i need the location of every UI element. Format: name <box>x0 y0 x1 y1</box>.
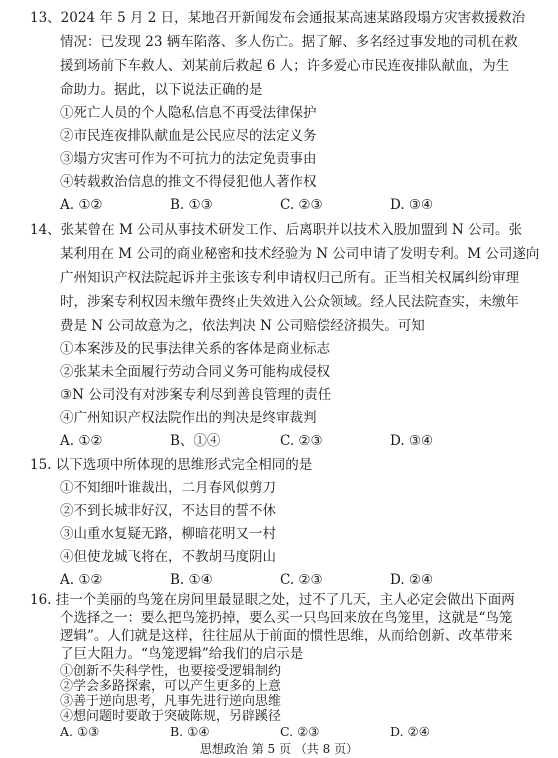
choice-a: A. ①② <box>60 433 103 449</box>
question-stem-line: 了巨大阻力。“鸟笼逻辑”给我们的启示是 <box>60 646 304 662</box>
statement-item: ③善于逆向思考，凡事先进行逆向思维 <box>60 694 282 709</box>
statement-item: ④广州知识产权法院作出的判决是终审裁判 <box>60 410 317 426</box>
choice-b: B. ①③ <box>170 197 213 213</box>
question-stem-line: 15. 以下选项中所体现的思维形式完全相同的是 <box>30 457 313 473</box>
question-stem-line: 援到场前下车救人、刘某前后救起 6 人；许多爱心市民连夜排队献血，为生 <box>60 58 510 74</box>
question-stem-line: 14、张某曾在 M 公司从事技术研发工作、后离职并以技术入股加盟到 N 公司。张 <box>30 222 522 238</box>
statement-item: ③N 公司没有对涉案专利尽到善良管理的责任 <box>60 387 332 403</box>
choice-d: D. ②④ <box>390 572 434 588</box>
statement-item: ①不知细叶谁裁出，二月春风似剪刀 <box>60 480 276 496</box>
page-footer: 思想政治 第 5 页 （共 8 页） <box>199 742 359 756</box>
statement-item: ④转载救治信息的推文不得侵犯他人著作权 <box>60 174 317 190</box>
question-stem-line: 命助力。据此，以下说法正确的是 <box>60 82 263 98</box>
statement-item: ③山重水复疑无路，柳暗花明又一村 <box>60 526 276 542</box>
statement-item: ④想问题时要敢于突破陈规，另辟蹊径 <box>60 709 282 724</box>
choice-c: C. ②③ <box>280 197 323 213</box>
choice-c: C. ②③ <box>280 433 323 449</box>
choice-b: B、①④ <box>170 433 221 449</box>
choice-b: B. ①④ <box>170 724 210 739</box>
question-stem-line: 情况：已发现 23 辆车陷落、多人伤亡。据了解、多名经过事发地的司机在救 <box>60 34 518 50</box>
choice-c: C. ②③ <box>280 724 320 739</box>
question-stem-line: 费是 N 公司故意为之，依法判决 N 公司赔偿经济损失。可知 <box>60 318 425 334</box>
choice-b: B. ①④ <box>170 572 213 588</box>
statement-item: ①本案涉及的民事法律关系的客体是商业标志 <box>60 341 330 357</box>
statement-item: ②学会多路探索，可以产生更多的上意 <box>60 679 282 694</box>
statement-item: ①创新不失科学性，也要接受逻辑制约 <box>60 664 282 679</box>
choice-d: D. ③④ <box>390 433 434 449</box>
question-stem-line: 某利用在 M 公司的商业秘密和技术经验为 N 公司申请了发明专利。M 公司遂向 <box>60 246 540 262</box>
choice-a: A. ①② <box>60 197 103 213</box>
choice-d: D. ②④ <box>390 724 430 739</box>
statement-item: ①死亡人员的个人隐私信息不再受法律保护 <box>60 105 317 121</box>
statement-item: ④但使龙城飞将在，不教胡马度阴山 <box>60 549 276 565</box>
question-stem-line: 广州知识产权法院起诉并主张该专利申请权归己所有。正当相关权属纠纷审理 <box>60 270 519 286</box>
statement-item: ②张某未全面履行劳动合同义务可能构成侵权 <box>60 364 330 380</box>
choice-a: A. ①② <box>60 572 103 588</box>
question-stem-line: 16. 挂一个美丽的鸟笼在房间里最显眼之处，过不了几天，主人必定会做出下面两 <box>30 592 515 608</box>
statement-item: ③塌方灾害可作为不可抗力的法定免责事由 <box>60 151 317 167</box>
statement-item: ②市民连夜排队献血是公民应尽的法定义务 <box>60 128 317 144</box>
choice-c: C. ②③ <box>280 572 323 588</box>
choice-a: A. ①③ <box>60 724 100 739</box>
statement-item: ②不到长城非好汉，不达目的誓不休 <box>60 503 276 519</box>
question-stem-line: 逻辑”。人们就是这样，往往屈从于前面的惯性思维，从而给创新、改革带来 <box>60 628 513 644</box>
question-stem-line: 13、2024 年 5 月 2 日，某地召开新闻发布会通报某高速某路段塌方灾害救援救治 <box>30 10 526 26</box>
question-stem-line: 个选择之一：要么把鸟笼扔掉，要么买一只鸟回来放在鸟笼里，这就是“鸟笼 <box>60 610 513 626</box>
question-stem-line: 时，涉案专利权因未缴年费终止失效进入公众领域。经人民法院查实，未缴年 <box>60 294 519 310</box>
choice-d: D. ③④ <box>390 197 434 213</box>
